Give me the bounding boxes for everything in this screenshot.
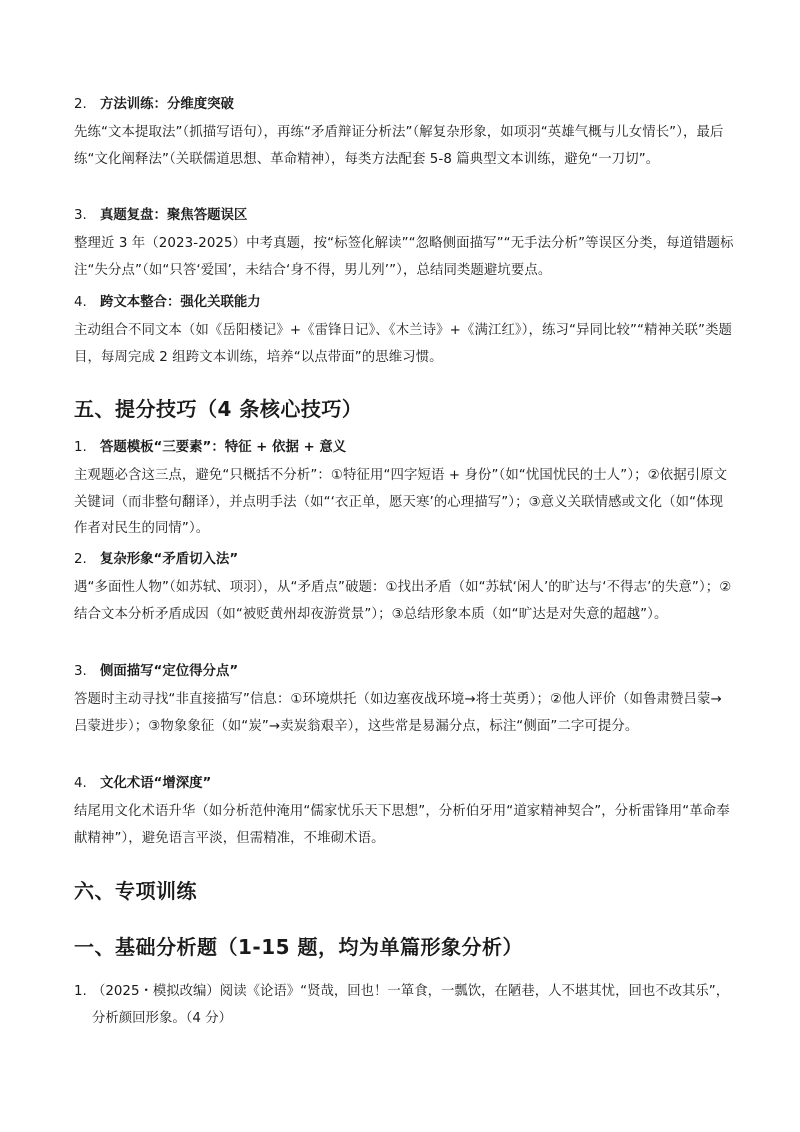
subsection-heading-basic-analysis: 一、基础分析题（1-15 题，均为单篇形象分析）	[74, 935, 524, 959]
item-title: 侧面描写“定位得分点”	[100, 664, 239, 679]
paragraph-cross-text: 主动组合不同文本（如《岳阳楼记》+《雷锋日记》、《木兰诗》+《满江红》），练习“异同比较”“精神关联”类题目，每周完成 2 组跨文本训练，培养“以点带面”的思维习惯。	[74, 323, 733, 365]
subheading-tip-1	[74, 438, 734, 458]
subheading-method-training	[74, 95, 734, 115]
question-item	[74, 979, 734, 1032]
question-number: 1.	[74, 984, 87, 999]
item-title: 跨文本整合：强化关联能力	[100, 295, 261, 310]
subheading-cross-text	[74, 293, 734, 313]
item-title: 方法训练：分维度突破	[100, 97, 234, 112]
item-number: 4.	[74, 776, 87, 791]
paragraph-method-training: 先练“文本提取法”（抓描写语句），再练“矛盾辩证分析法”（解复杂形象，如项羽“英雄气概与儿女情长”），最后练“文化阐释法”（关联儒道思想、革命精神），每类方法配套 5-8 篇典型文本训练，避免“一刀切”。	[74, 125, 724, 167]
subheading-tip-2	[74, 550, 734, 570]
item-title: 答题模板“三要素”：特征 + 依据 + 意义	[100, 440, 347, 455]
paragraph-tip-3: 答题时主动寻找“非直接描写”信息：①环境烘托（如边塞夜战环境→将士英勇）；②他人评价（如鲁肃赞吕蒙→吕蒙进步）；③物象象征（如“炭”→卖炭翁艰辛），这些常是易漏分点，标注“侧面”二字可提分。	[74, 692, 722, 734]
item-number: 3.	[74, 664, 87, 679]
item-title: 真题复盘：聚焦答题误区	[100, 208, 248, 223]
item-number: 1.	[74, 440, 87, 455]
paragraph-tip-2: 遇“多面性人物”（如苏轼、项羽），从“矛盾点”破题：①找出矛盾（如“苏轼‘闲人’的旷达与‘不得志’的失意”）；②结合文本分析矛盾成因（如“被贬黄州却夜游赏景”）；③总结形象本质（如“旷达是对失意的超越”）。	[74, 580, 732, 622]
subheading-exam-review	[74, 206, 734, 226]
question-text: （2025・模拟改编）阅读《论语》“贤哉，回也！一箪食，一瓢饮，在陋巷，人不堪其忧，回也不改其乐”，分析颜回形象。（4 分）	[92, 984, 730, 1026]
paragraph-tip-1: 主观题必含这三点，避免“只概括不分析”：①特征用“四字短语 + 身份”（如“忧国忧民的士人”）；②依据引原文关键词（而非整句翻译），并点明手法（如“‘衣正单，愿天寒’的心理描写”）；③意义关联情感或文化（如“体现作者对民生的同情”）。	[74, 468, 728, 536]
subheading-tip-4	[74, 774, 734, 794]
subheading-tip-3	[74, 662, 734, 682]
paragraph-exam-review: 整理近 3 年（2023-2025）中考真题，按“标签化解读”“忽略侧面描写”“无手法分析”等误区分类，每道错题标注“失分点”（如“只答‘爱国’，未结合‘身不得，男儿列’”），总结同类题避坑要点。	[74, 236, 734, 278]
section-heading-score-tips: 五、提分技巧（4 条核心技巧）	[74, 397, 363, 421]
item-number: 2.	[74, 552, 87, 567]
item-title: 文化术语“增深度”	[100, 776, 212, 791]
item-number: 3.	[74, 208, 87, 223]
item-title: 复杂形象“矛盾切入法”	[100, 552, 239, 567]
item-number: 2.	[74, 97, 87, 112]
item-number: 4.	[74, 295, 87, 310]
section-heading-special-training: 六、专项训练	[74, 879, 197, 903]
paragraph-tip-4: 结尾用文化术语升华（如分析范仲淹用“儒家忧乐天下思想”，分析伯牙用“道家精神契合”，分析雷锋用“革命奉献精神”），避免语言平淡，但需精准，不堆砌术语。	[74, 804, 730, 846]
